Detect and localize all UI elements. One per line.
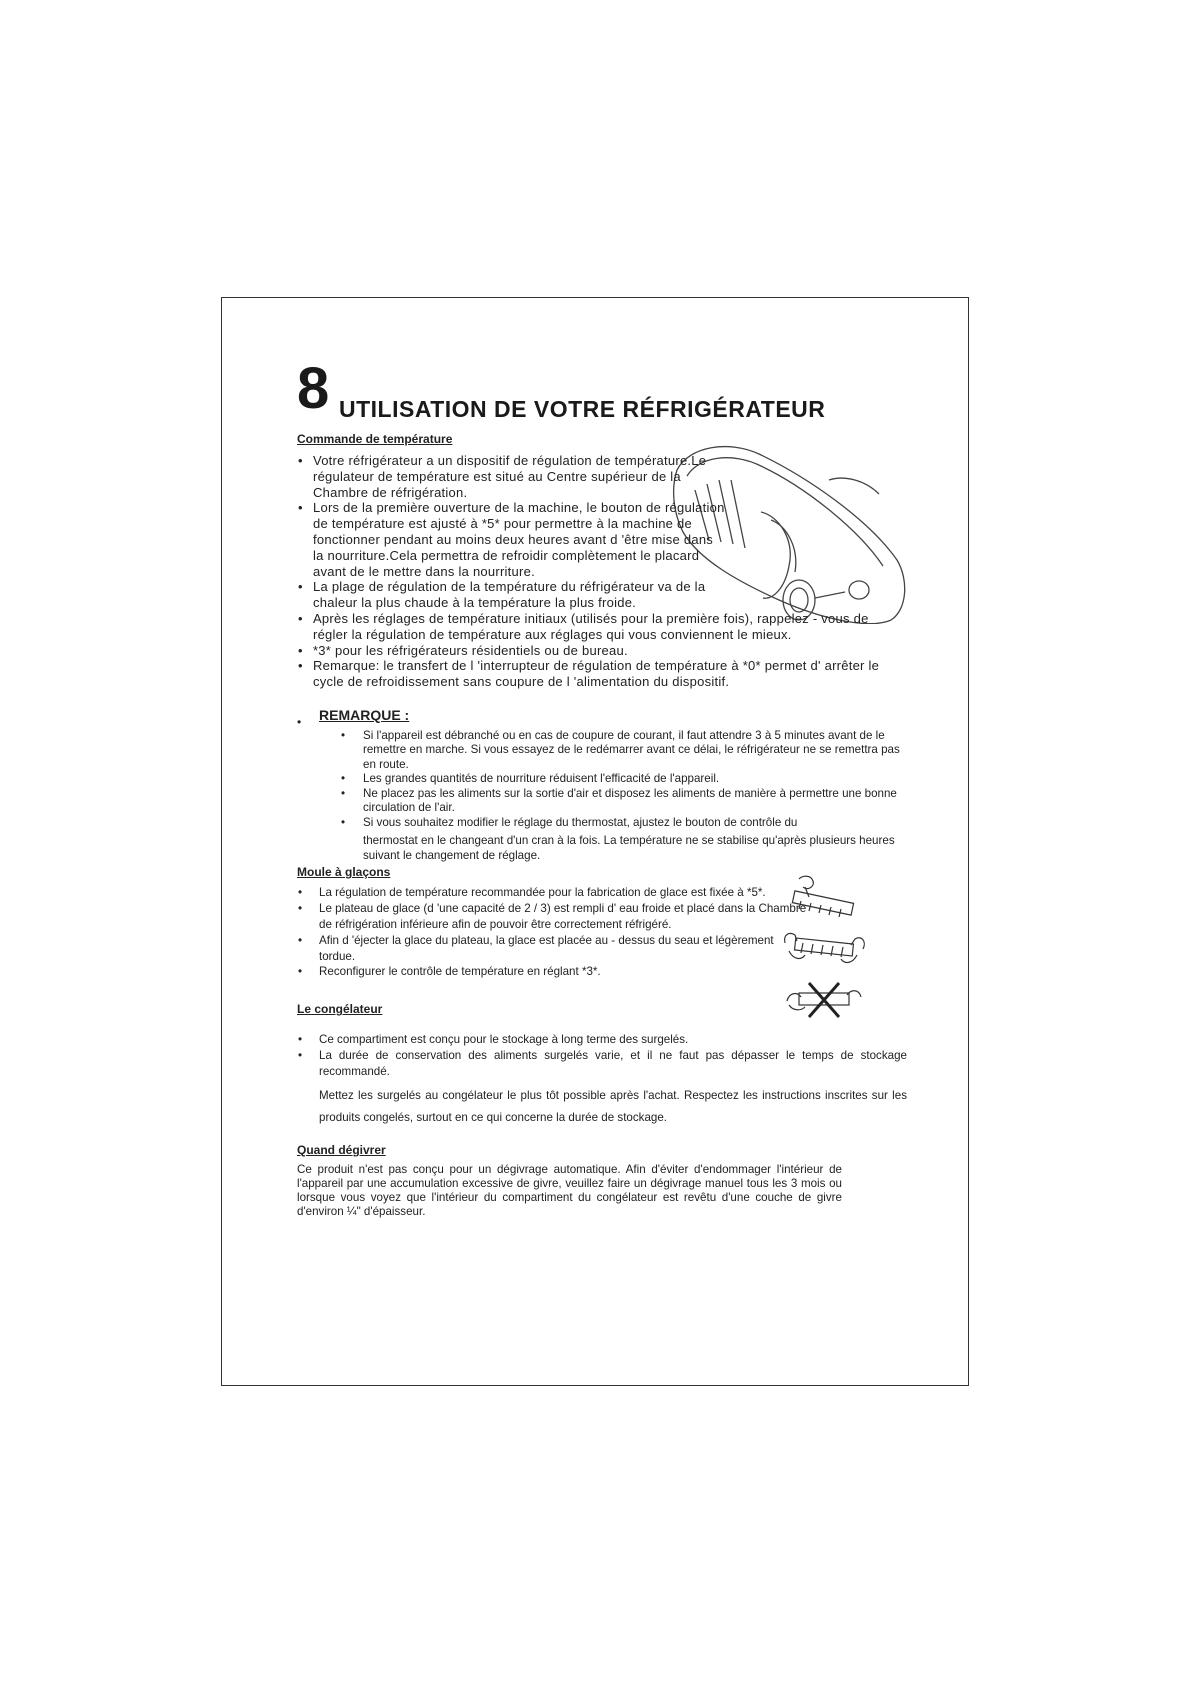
- note-continuation: thermostat en le changeant d'un cran à la fois. La température ne se stabilise qu'après plusieurs heures suivant le changement de réglage.: [363, 834, 895, 862]
- list-item: • Le plateau de glace (d 'une capacité de 2 / 3) est rempli d' eau froide et placé dans la Chambre de réfrigération inférieure afin de pouvoir être correctement réfrigéré.: [297, 901, 807, 933]
- freezer-heading: Le congélateur: [297, 1002, 383, 1017]
- ice-tray-no-illustration: [779, 975, 869, 1025]
- temperature-list: [297, 453, 907, 690]
- ice-block: [297, 885, 907, 980]
- list-item: [297, 1048, 907, 1129]
- list-item: • Si l'appareil est débranché ou en cas de coupure de courant, il faut attendre 3 à 5 minutes avant de le remettre en marche. Si vous essayez de le redémarrer avant ce délai, le réfrigérateur ne se remettra pas en route.: [341, 729, 907, 773]
- note-heading: REMARQUE :: [319, 706, 410, 723]
- list-item: • Votre réfrigérateur a un dispositif de régulation de température.Le régulateur de température est situé au Centre supérieur de la Chambre de réfrigération.: [297, 453, 907, 500]
- list-item: • Reconfigurer le contrôle de température en réglant *3*.: [297, 964, 807, 980]
- freezer-paragraph: Mettez les surgelés au congélateur le plus tôt possible après l'achat. Respectez les instructions inscrites sur les produits congelés, surtout en ce qui concerne la durée de stockage.: [319, 1089, 907, 1125]
- ice-tray-fill-illustration: [779, 873, 869, 923]
- list-item: • Remarque: le transfert de l 'interrupteur de régulation de température à *0* permet d' arrêter le cycle de refroidissement sans coupure de l 'alimentation du dispositif.: [297, 658, 907, 690]
- section-header: [297, 356, 907, 422]
- list-item: • Après les réglages de température initiaux (utilisés pour la première fois), rappelez - vous de régler la régulation de température aux réglages qui vous conviennent le mieux.: [297, 611, 907, 643]
- note-item-text: Si vous souhaitez modifier le réglage du thermostat, ajustez le bouton de contrôle du: [363, 815, 798, 829]
- list-item: [341, 816, 907, 864]
- note-block: [297, 707, 907, 864]
- ice-tray-twist-illustration: [779, 925, 869, 975]
- bullet-icon: •: [297, 714, 302, 729]
- section-number: 8: [297, 356, 330, 421]
- list-item: • Ce compartiment est conçu pour le stockage à long terme des surgelés.: [297, 1032, 907, 1048]
- list-item: • La régulation de température recommandée pour la fabrication de glace est fixée à *5*.: [297, 885, 807, 901]
- list-item: • *3* pour les réfrigérateurs résidentiels ou de bureau.: [297, 643, 907, 659]
- defrost-text: Ce produit n'est pas conçu pour un dégivrage automatique. Afin d'éviter d'endommager l'intérieur de l'appareil par une accumulation excessive de givre, veuillez faire un dégivrage manuel tous les 3 mois ou lorsque vous voyez que l'intérieur du compartiment du congélateur est revêtu d'une couche de givre d'environ ¼" d'épaisseur.: [297, 1163, 842, 1219]
- freezer-list: [297, 1032, 907, 1129]
- list-item: • La plage de régulation de la température du réfrigérateur va de la chaleur la plus chaude à la température la plus froide.: [297, 579, 907, 611]
- list-item: • Les grandes quantités de nourriture réduisent l'efficacité de l'appareil.: [341, 772, 907, 787]
- list-item: • Afin d 'éjecter la glace du plateau, la glace est placée au - dessus du seau et légèrement tordue.: [297, 933, 807, 965]
- list-item: • Lors de la première ouverture de la machine, le bouton de régulation de température est ajusté à *5* pour permettre à la machine de fonctionner pendant au moins deux heures avant d 'être mise dans la nourriture.Cela permettra de refroidir complètement le placard avant de le mettre dans la nourriture.: [297, 500, 907, 579]
- note-list: [341, 729, 907, 864]
- ice-heading: Moule à glaçons: [297, 865, 391, 880]
- page-content: [297, 356, 907, 1231]
- freezer-item-text: La durée de conservation des aliments surgelés varie, et il ne faut pas dépasser le temps de stockage recommandé.: [319, 1049, 907, 1079]
- list-item: • Ne placez pas les aliments sur la sortie d'air et disposez les aliments de manière à permettre une bonne circulation de l'air.: [341, 787, 907, 816]
- page-title: UTILISATION DE VOTRE RÉFRIGÉRATEUR: [339, 396, 826, 422]
- temperature-heading: Commande de température: [297, 432, 453, 446]
- defrost-heading: Quand dégivrer: [297, 1143, 386, 1158]
